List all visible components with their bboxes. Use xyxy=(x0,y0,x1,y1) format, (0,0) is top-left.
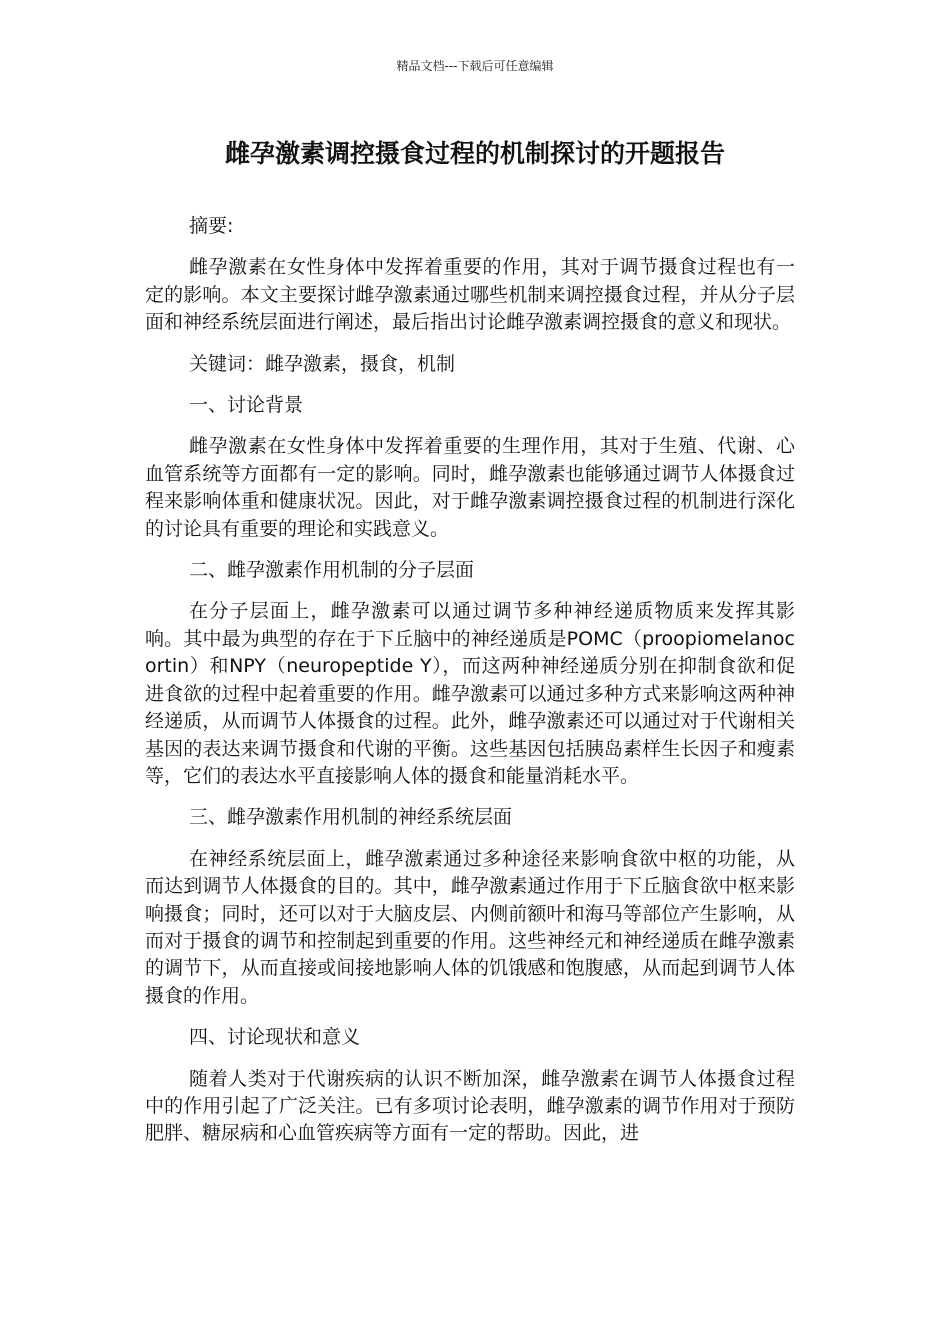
status-paragraph: 随着人类对于代谢疾病的认识不断加深，雌孕激素在调节人体摄食过程中的作用引起了广泛关注。已有多项讨论表明，雌孕激素的调节作用对于预防肥胖、糖尿病和心血管疾病等方面有一定的帮助。因此，进 xyxy=(145,1067,795,1145)
nervous-system-paragraph: 在神经系统层面上，雌孕激素通过多种途径来影响食欲中枢的功能，从而达到调节人体摄食的目的。其中，雌孕激素通过作用于下丘脑食欲中枢来影响摄食；同时，还可以对于大脑皮层、内侧前额叶和海马等部位产生影响，从而对于摄食的调节和控制起到重要的作用。这些神经元和神经递质在雌孕激素的调节下，从而直接或间接地影响人体的饥饿感和饱腹感，从而起到调节人体摄食的作用。 xyxy=(145,847,795,1007)
section-heading-status: 四、讨论现状和意义 xyxy=(189,1026,361,1049)
section-heading-nervous-system: 三、雌孕激素作用机制的神经系统层面 xyxy=(189,806,513,829)
abstract-paragraph: 雌孕激素在女性身体中发挥着重要的作用，其对于调节摄食过程也有一定的影响。本文主要探讨雌孕激素通过哪些机制来调控摄食过程，并从分子层面和神经系统层面进行阐述，最后指出讨论雌孕激素调控摄食的意义和现状。 xyxy=(145,256,795,334)
keywords-line: 关键词：雌孕激素，摄食，机制 xyxy=(189,352,456,375)
document-body xyxy=(145,213,795,1162)
background-paragraph: 雌孕激素在女性身体中发挥着重要的生理作用，其对于生殖、代谢、心血管系统等方面都有一定的影响。同时，雌孕激素也能够通过调节人体摄食过程来影响体重和健康状况。因此，对于雌孕激素调控摄食过程的机制进行深化的讨论具有重要的理论和实践意义。 xyxy=(145,435,795,540)
section-heading-background: 一、讨论背景 xyxy=(189,394,304,417)
molecular-paragraph: 在分子层面上，雌孕激素可以通过调节多种神经递质物质来发挥其影响。其中最为典型的存在于下丘脑中的神经递质是POMC（proopiomelanocortin）和NPY（neuropeptide Y），而这两种神经递质分别在抑制食欲和促进食欲的过程中起着重要的作用。雌孕激素可以通过多种方式来影响这两种神经递质，从而调节人体摄食的过程。此外，雌孕激素还可以通过对于代谢相关基因的表达来调节摄食和代谢的平衡。这些基因包括胰岛素样生长因子和瘦素等，它们的表达水平直接影响人体的摄食和能量消耗水平。 xyxy=(145,600,795,787)
header-note: 精品文档---下载后可任意编辑 xyxy=(396,59,554,73)
document-title: 雌孕激素调控摄食过程的机制探讨的开题报告 xyxy=(224,139,725,168)
section-heading-molecular: 二、雌孕激素作用机制的分子层面 xyxy=(189,559,475,582)
abstract-label: 摘要: xyxy=(189,215,234,237)
